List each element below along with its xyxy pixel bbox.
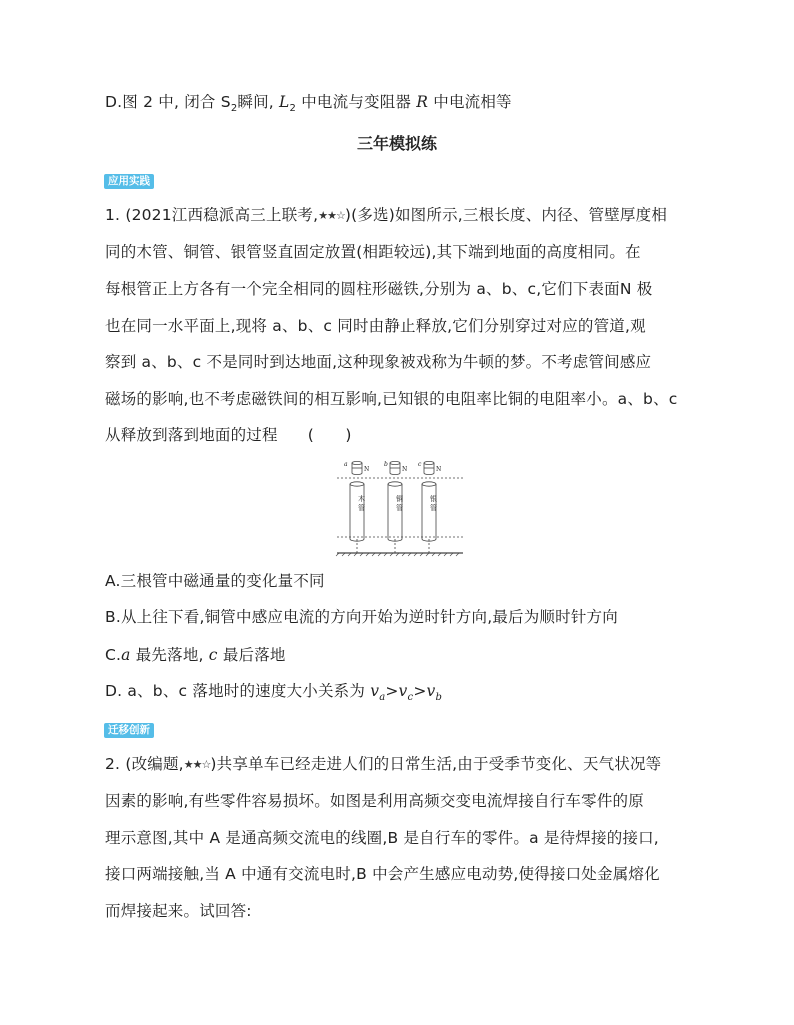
option-b: B.从上往下看,铜管中感应电流的方向开始为逆时针方向,最后为顺时针方向 <box>105 608 618 626</box>
label-n-b: N <box>402 466 408 473</box>
q1-line3: 每根管正上方各有一个完全相同的圆柱形磁铁,分别为 a、b、c,它们下表面N 极 <box>105 280 653 298</box>
q2-line4: 接口两端接触,当 A 中通有交流电时,B 中会产生感应电动势,使得接口处金属熔化 <box>105 865 660 883</box>
q1-line5: 察到 a、b、c 不是同时到达地面,这种现象被戏称为牛顿的梦。不考虑管间感应 <box>105 353 652 371</box>
section-title: 三年模拟练 <box>356 134 437 153</box>
tube-label-char: 管 <box>358 504 365 512</box>
difficulty-stars-icon: ★★☆ <box>183 758 211 771</box>
tube-label-char: 管 <box>430 504 437 512</box>
q1-line7: 从释放到落到地面的过程 ( ) <box>105 426 352 444</box>
tube-label-char: 木 <box>358 495 365 503</box>
label-b: b <box>384 461 388 468</box>
difficulty-stars-icon: ★★☆ <box>318 209 345 222</box>
q1-line1: 1. (2021江西稳派高三上联考,★★☆)(多选)如图所示,三根长度、内径、管壁厚度相 <box>105 206 668 224</box>
magnet-a <box>352 461 362 464</box>
label-c: c <box>418 461 422 468</box>
tube-label-char: 铜 <box>396 495 403 503</box>
q1-line2: 同的木管、铜管、银管竖直固定放置(相距较远),其下端到地面的高度相同。在 <box>105 243 641 261</box>
tube-label-char: 银 <box>430 495 437 503</box>
section-tag-transfer: 迁移创新 <box>104 723 154 738</box>
q1-line6: 磁场的影响,也不考虑磁铁间的相互影响,已知银的电阻率比铜的电阻率小。a、b、c <box>105 390 678 408</box>
tube-copper <box>388 482 402 486</box>
option-a: A.三根管中磁通量的变化量不同 <box>105 572 325 590</box>
tube-label-char: 管 <box>396 504 403 512</box>
magnet-b <box>390 461 400 464</box>
tubes-figure <box>335 457 465 557</box>
answer-bracket: ( ) <box>307 426 352 444</box>
section-tag-apply: 应用实践 <box>104 174 154 189</box>
q2-line1: 2. (改编题,★★☆)共享单车已经走进人们的日常生活,由于受季节变化、天气状况等 <box>105 755 662 773</box>
label-n-a: N <box>364 466 370 473</box>
tube-silver <box>422 482 436 486</box>
q2-line3: 理示意图,其中 A 是通高频交流电的线圈,B 是自行车的零件。a 是待焊接的接口, <box>105 829 659 847</box>
magnet-c <box>424 461 434 464</box>
label-n-c: N <box>436 466 442 473</box>
q1-line4: 也在同一水平面上,现将 a、b、c 同时由静止释放,它们分别穿过对应的管道,观 <box>105 317 646 335</box>
option-d-previous: D.图 2 中, 闭合 $S_2$瞬间, $L_2$ 中电流与变阻器 R 中电流相等 <box>105 93 512 115</box>
tube-wood <box>350 482 364 486</box>
q2-line2: 因素的影响,有些零件容易损坏。如图是利用高频交变电流焊接自行车零件的原 <box>105 792 644 810</box>
option-c: C.a 最先落地, c 最后落地 <box>105 646 286 664</box>
q2-line5: 而焊接起来。试回答: <box>105 902 252 920</box>
label-a: a <box>344 461 348 468</box>
option-d: D. a、b、c 落地时的速度大小关系为 $v_a>v_c>v_b$ <box>105 682 443 704</box>
